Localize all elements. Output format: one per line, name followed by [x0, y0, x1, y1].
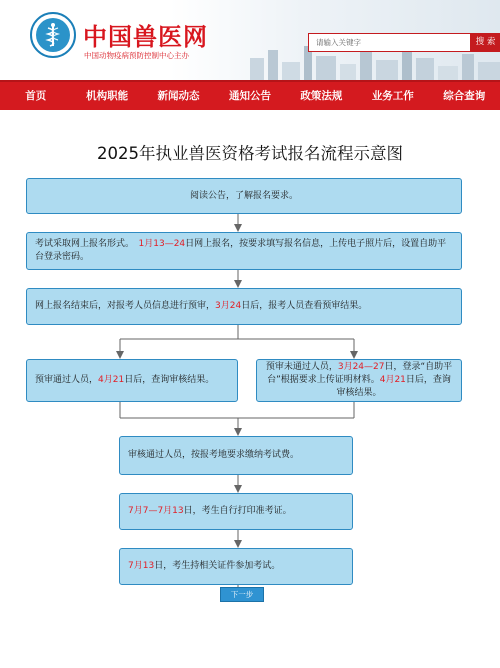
flow-step-text: 7月7—7月13日，考生自行打印准考证。: [128, 506, 292, 516]
flow-step-print-admission: [119, 493, 353, 530]
flow-step-text: 考试采取网上报名形式。 1月13—24日网上报名，按要求填写报名信息，上传电子照片后，设置自助平台登录密码。: [35, 239, 447, 262]
nav-item-notices[interactable]: 通知公告: [228, 90, 271, 102]
flow-step-online-registration: [26, 232, 462, 270]
flow-step-text: 审核通过人员，按报考地要求缴纳考试费。: [128, 450, 300, 460]
nav-item-functions[interactable]: 机构职能: [86, 90, 129, 102]
nav-item-home[interactable]: 首页: [25, 90, 47, 102]
flow-step-read-notice: [26, 178, 462, 214]
flow-step-text: 7月13日，考生持相关证件参加考试。: [128, 561, 281, 571]
nav-item-query[interactable]: 综合查询: [443, 90, 486, 102]
next-step-button[interactable]: 下一步: [220, 587, 264, 602]
flow-step-text: 阅读公告，了解报名要求。: [189, 190, 298, 201]
flow-step-pay-fee: [119, 436, 353, 475]
flow-step-take-exam: [119, 548, 353, 585]
flow-step-text: 网上报名结束后，对报考人员信息进行预审，3月24日后，报考人员查看预审结果。: [35, 301, 368, 311]
search-input[interactable]: 请输入关键字: [308, 33, 471, 52]
flow-step-text: 预审通过人员，4月21日后，查询审核结果。: [35, 375, 215, 385]
flow-step-prereview-fail: [256, 359, 462, 402]
page-title: 2025年执业兽医资格考试报名流程示意图: [97, 144, 403, 163]
flow-step-prereview-pass: [26, 359, 238, 402]
flow-step-prereview: [26, 288, 462, 325]
nav-item-policies[interactable]: 政策法规: [300, 90, 343, 102]
site-title[interactable]: 中国兽医网: [83, 23, 208, 51]
site-subtitle: 中国动物疫病预防控制中心主办: [84, 51, 189, 60]
nav-item-news[interactable]: 新闻动态: [157, 90, 200, 102]
search-button[interactable]: 搜 索: [471, 33, 500, 52]
flow-step-text: 预审未通过人员，3月24—27日，登录“自助平台”根据要求上传证明材料。4月21日后，查询审核结果。: [265, 362, 453, 398]
nav-item-business[interactable]: 业务工作: [371, 90, 414, 102]
